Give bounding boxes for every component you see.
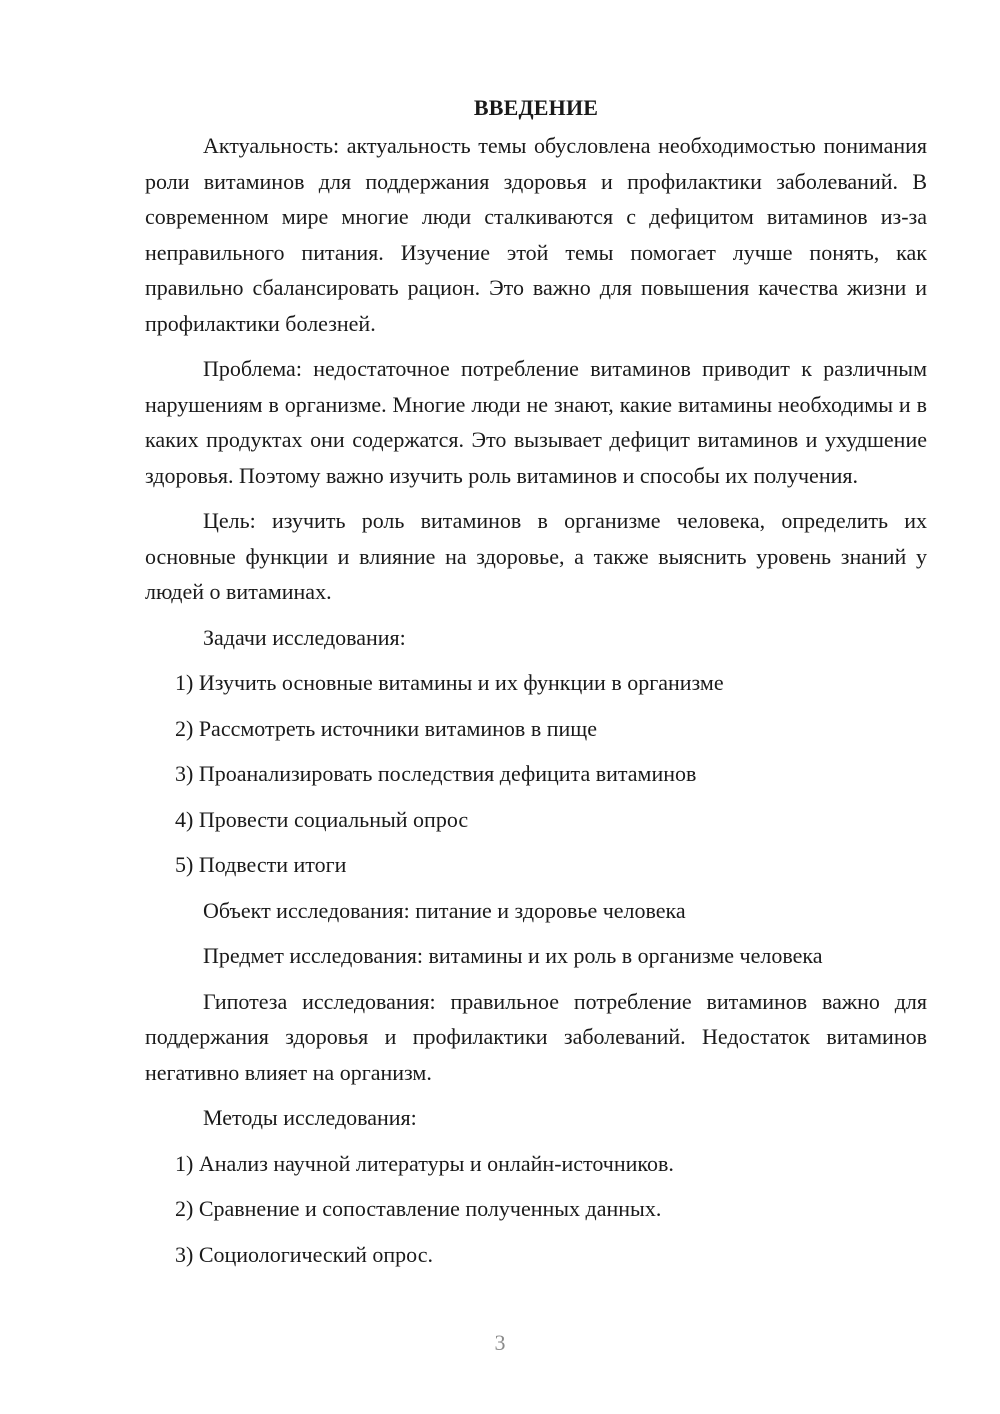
goal-paragraph: Цель: изучить роль витаминов в организме человека, определить их основные функции и влияние на здоровье, а также выяснить уровень знаний у людей о витаминах. [145, 508, 927, 604]
task-item: 1) Изучить основные витамины и их функции в организме [175, 670, 724, 695]
method-item: 1) Анализ научной литературы и онлайн-источников. [175, 1150, 674, 1176]
page-title: ВВЕДЕНИЕ [473, 95, 599, 120]
research-object: Объект исследования: питание и здоровье человека [203, 897, 686, 923]
method-item: 2) Сравнение и сопоставление полученных данных. [175, 1196, 662, 1221]
task-item: 3) Проанализировать последствия дефицита витаминов [175, 761, 697, 786]
task-item: 2) Рассмотреть источники витаминов в пище [175, 715, 597, 741]
page-number: 3 [494, 1330, 506, 1355]
methods-heading: Методы исследования: [203, 1105, 417, 1130]
method-item: 3) Социологический опрос. [175, 1241, 433, 1267]
hypothesis-paragraph: Гипотеза исследования: правильное потребление витаминов важно для поддержания здоровья и профилактики заболеваний. Недостаток витаминов негативно влияет на организм. [145, 988, 927, 1085]
research-subject: Предмет исследования: витамины и их роль в организме человека [203, 943, 823, 968]
task-item: 4) Провести социальный опрос [175, 806, 469, 832]
tasks-heading: Задачи исследования: [203, 624, 406, 650]
problem-paragraph: Проблема: недостаточное потребление витаминов приводит к различным нарушениям в организме. Многие люди не знают, какие витамины необходимы и в каких продуктах они содержатся. Это вызывает дефицит витаминов и ухудшение здоровья. Поэтому важно изучить роль витаминов и способы их получения. [145, 356, 927, 488]
task-item: 5) Подвести итоги [175, 852, 347, 877]
relevance-paragraph: Актуальность: актуальность темы обусловлена необходимостью понимания роли витаминов для поддержания здоровья и профилактики заболеваний. В современном мире многие люди сталкиваются с дефицитом витаминов из-за неправильного питания. Изучение этой темы помогает лучше понять, как правильно сбалансировать рацион. Это важно для повышения качества жизни и профилактики болезней. [145, 133, 927, 336]
document-page [145, 90, 927, 1282]
